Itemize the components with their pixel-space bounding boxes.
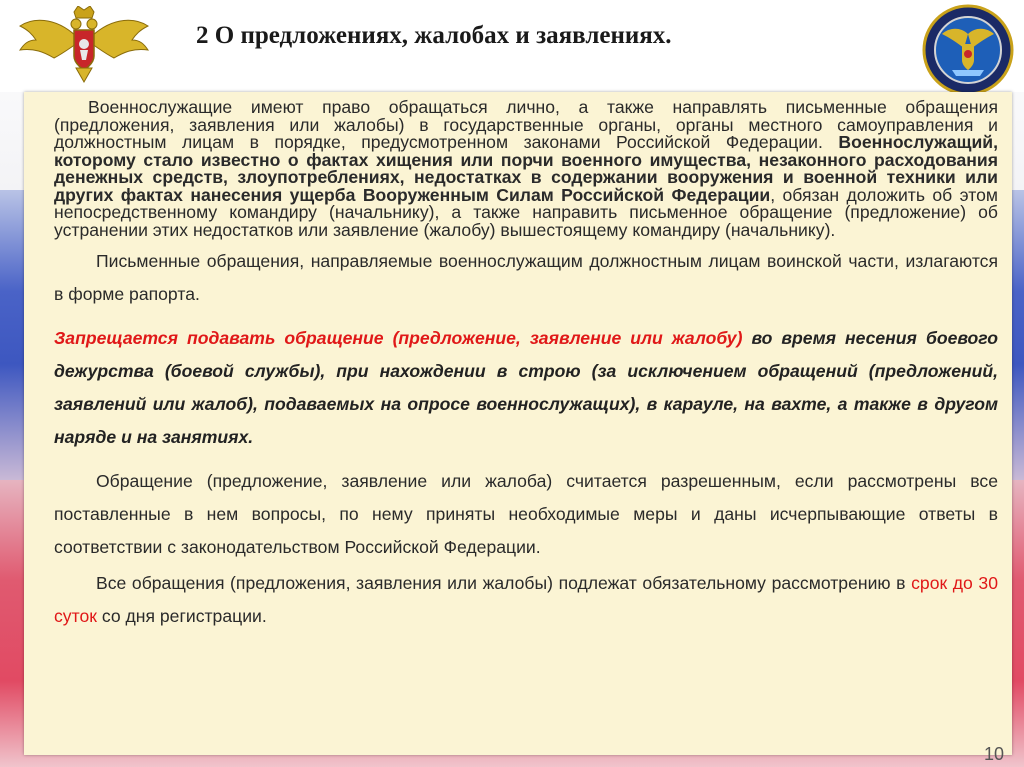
paragraph-report: Письменные обращения, направляемые военнослужащим должностным лицам воинской части, излагаются в форме рапорта. [54,251,998,304]
page-number: 10 [984,744,1005,764]
paragraph-rights-text: Военнослужащие имеют право обращаться лично, а также направлять письменные обращения (предложения, заявления или жалобы) в государственные органы, органы местного самоуправления и должностным лицам в порядке, предусмотренном законами Российской Федерации. [54,97,998,152]
paragraph-prohibition [54,322,998,454]
prohibition-highlight: Запрещается подавать обращение (предложение, заявление или жалобу) [54,328,743,348]
paragraph-deadline [54,567,998,633]
round-eagle-insignia-icon [922,4,1014,96]
paragraph-rights-bold: Военнослужащий, которому стало известно о фактах хищения или порчи военного имущества, незаконного расходования денежных средств, злоупотреблениях, недостатках в содержании вооружения и военной техники или других фактах нанесения ущерба Вооруженным Силам Российской Федерации [54,132,998,205]
paragraph-rights [54,99,998,239]
deadline-highlight: срок до 30 суток [54,573,998,626]
paragraph-rights-tail: , обязан доложить об этом непосредственному командиру (начальнику), а также направить письменное обращение (предложение) об устранении этих недостатков или заявление (жалобу) вышестоящему командиру (начальнику). [54,184,998,240]
slide-header [0,0,1024,92]
content-panel [24,92,1012,755]
prohibition-rest: во время несения боевого дежурства (боевой службы), при нахождении в строю (за исключением обращений (предложений, заявлений или жалоб), подаваемых на опросе военнослужащих), в карауле, на вахте, а также в другом наряде и на занятиях. [54,328,999,447]
paragraph-resolved: Обращение (предложение, заявление или жалоба) считается разрешенным, если рассмотрены все поставленные в нем вопросы, по нему приняты необходимые меры и даны исчерпывающие ответы в соответствии с законодательством Российской Федерации. [54,471,998,557]
panel-text [54,99,998,633]
deadline-text: Все обращения (предложения, заявления или жалобы) подлежат обязательному рассмотрению в [96,573,912,593]
deadline-tail: со дня регистрации. [96,606,267,626]
page-title: 2 О предложениях, жалобах и заявлениях. [196,22,672,49]
armed-forces-eagle-emblem-icon [14,6,154,86]
